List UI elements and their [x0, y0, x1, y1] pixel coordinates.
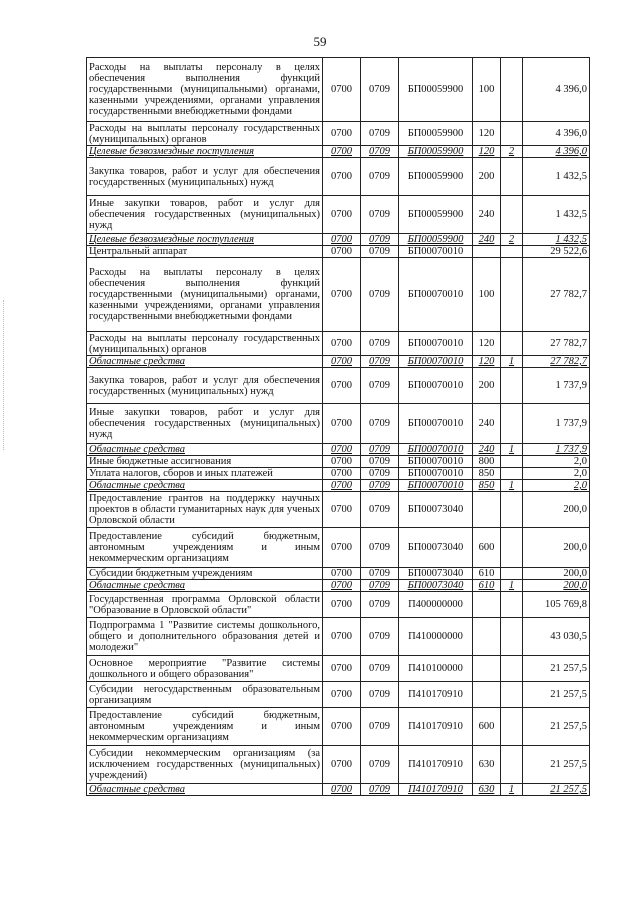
row-name: Предоставление субсидий бюджетным, автономным учреждениям и иным некоммерческим организациям — [87, 528, 323, 568]
row-name: Областные средства — [87, 444, 323, 456]
row-name: Целевые безвозмездные поступления — [87, 234, 323, 246]
row-expense-type: 610 — [473, 580, 501, 592]
row-subsection-code: 0709 — [361, 196, 399, 234]
row-funding-source — [501, 246, 523, 258]
row-expense-type — [473, 592, 501, 618]
row-funding-source — [501, 468, 523, 480]
table-row — [87, 456, 590, 468]
row-subsection-code: 0709 — [361, 468, 399, 480]
table-row — [87, 368, 590, 404]
row-funding-source — [501, 58, 523, 122]
row-amount: 21 257,5 — [523, 784, 590, 796]
row-name: Расходы на выплаты персоналу в целях обеспечения выполнения функций государственными (муниципальными) органами, казенными учреждениями, органами управления государственными внебюджетными фондами — [87, 58, 323, 122]
row-subsection-code: 0709 — [361, 492, 399, 528]
row-expense-type — [473, 656, 501, 682]
row-target-article: БП00059900 — [399, 58, 473, 122]
row-section-code: 0700 — [323, 258, 361, 332]
row-target-article: БП00073040 — [399, 568, 473, 580]
table-row — [87, 332, 590, 356]
row-section-code: 0700 — [323, 468, 361, 480]
row-target-article: П410170910 — [399, 682, 473, 708]
row-expense-type: 100 — [473, 58, 501, 122]
row-name: Расходы на выплаты персоналу государственных (муниципальных) органов — [87, 122, 323, 146]
row-name: Государственная программа Орловской области "Образование в Орловской области" — [87, 592, 323, 618]
row-funding-source: 1 — [501, 480, 523, 492]
row-section-code: 0700 — [323, 528, 361, 568]
row-section-code: 0700 — [323, 146, 361, 158]
row-name: Предоставление грантов на поддержку научных проектов в области гуманитарных наук для ученых Орловской области — [87, 492, 323, 528]
row-section-code: 0700 — [323, 492, 361, 528]
row-target-article: БП00059900 — [399, 196, 473, 234]
table-row — [87, 580, 590, 592]
row-amount: 21 257,5 — [523, 656, 590, 682]
row-name: Подпрограмма 1 "Развитие системы дошкольного, общего и дополнительного образования детей и молодежи" — [87, 618, 323, 656]
row-name: Областные средства — [87, 480, 323, 492]
row-funding-source: 1 — [501, 580, 523, 592]
row-section-code: 0700 — [323, 682, 361, 708]
row-subsection-code: 0709 — [361, 746, 399, 784]
row-expense-type: 120 — [473, 356, 501, 368]
row-subsection-code: 0709 — [361, 682, 399, 708]
table-row — [87, 568, 590, 580]
row-target-article: БП00073040 — [399, 492, 473, 528]
row-funding-source — [501, 492, 523, 528]
row-subsection-code: 0709 — [361, 784, 399, 796]
row-amount: 1 432,5 — [523, 234, 590, 246]
row-subsection-code: 0709 — [361, 258, 399, 332]
row-target-article: БП00070010 — [399, 258, 473, 332]
row-target-article: П410170910 — [399, 746, 473, 784]
row-name: Закупка товаров, работ и услуг для обеспечения государственных (муниципальных) нужд — [87, 158, 323, 196]
row-expense-type: 240 — [473, 404, 501, 444]
row-amount: 1 737,9 — [523, 368, 590, 404]
row-funding-source: 1 — [501, 356, 523, 368]
row-section-code: 0700 — [323, 234, 361, 246]
row-target-article: П410170910 — [399, 784, 473, 796]
table-row — [87, 592, 590, 618]
row-target-article: П410100000 — [399, 656, 473, 682]
table-row — [87, 656, 590, 682]
row-funding-source — [501, 656, 523, 682]
row-name: Расходы на выплаты персоналу государственных (муниципальных) органов — [87, 332, 323, 356]
row-target-article: БП00070010 — [399, 480, 473, 492]
row-funding-source: 1 — [501, 444, 523, 456]
row-expense-type: 850 — [473, 480, 501, 492]
row-expense-type: 600 — [473, 708, 501, 746]
row-subsection-code: 0709 — [361, 404, 399, 444]
row-amount: 21 257,5 — [523, 682, 590, 708]
row-name: Иные закупки товаров, работ и услуг для обеспечения государственных (муниципальных) нужд — [87, 404, 323, 444]
row-expense-type: 610 — [473, 568, 501, 580]
row-section-code: 0700 — [323, 122, 361, 146]
row-funding-source — [501, 528, 523, 568]
row-amount: 105 769,8 — [523, 592, 590, 618]
row-target-article: БП00059900 — [399, 146, 473, 158]
row-expense-type — [473, 618, 501, 656]
row-amount: 1 432,5 — [523, 158, 590, 196]
table-row — [87, 122, 590, 146]
row-expense-type: 120 — [473, 146, 501, 158]
row-funding-source — [501, 122, 523, 146]
table-row — [87, 58, 590, 122]
row-amount: 2,0 — [523, 456, 590, 468]
row-name: Иные закупки товаров, работ и услуг для обеспечения государственных (муниципальных) нужд — [87, 196, 323, 234]
row-name: Областные средства — [87, 784, 323, 796]
table-row — [87, 146, 590, 158]
row-funding-source — [501, 456, 523, 468]
row-funding-source — [501, 746, 523, 784]
table-row — [87, 246, 590, 258]
row-subsection-code: 0709 — [361, 146, 399, 158]
row-target-article: БП00070010 — [399, 368, 473, 404]
row-funding-source: 2 — [501, 146, 523, 158]
row-subsection-code: 0709 — [361, 592, 399, 618]
row-name: Предоставление субсидий бюджетным, автономным учреждениям и иным некоммерческим организациям — [87, 708, 323, 746]
row-funding-source: 2 — [501, 234, 523, 246]
row-amount: 1 432,5 — [523, 196, 590, 234]
row-amount: 1 737,9 — [523, 444, 590, 456]
table-row — [87, 492, 590, 528]
row-expense-type: 200 — [473, 158, 501, 196]
row-target-article: БП00070010 — [399, 332, 473, 356]
row-target-article: П410000000 — [399, 618, 473, 656]
row-section-code: 0700 — [323, 568, 361, 580]
row-name: Субсидии бюджетным учреждениям — [87, 568, 323, 580]
row-funding-source — [501, 332, 523, 356]
row-funding-source — [501, 682, 523, 708]
table-row — [87, 356, 590, 368]
table-row — [87, 404, 590, 444]
row-funding-source — [501, 708, 523, 746]
scan-edge-mark — [3, 300, 5, 450]
row-amount: 200,0 — [523, 492, 590, 528]
table-row — [87, 258, 590, 332]
table-row — [87, 468, 590, 480]
row-amount: 200,0 — [523, 580, 590, 592]
row-section-code: 0700 — [323, 618, 361, 656]
row-expense-type — [473, 246, 501, 258]
row-subsection-code: 0709 — [361, 368, 399, 404]
row-target-article: БП00059900 — [399, 122, 473, 146]
row-expense-type: 100 — [473, 258, 501, 332]
row-section-code: 0700 — [323, 746, 361, 784]
row-section-code: 0700 — [323, 246, 361, 258]
budget-table-body — [87, 58, 590, 796]
row-expense-type: 200 — [473, 368, 501, 404]
row-name: Закупка товаров, работ и услуг для обеспечения государственных (муниципальных) нужд — [87, 368, 323, 404]
table-row — [87, 528, 590, 568]
row-target-article: БП00070010 — [399, 468, 473, 480]
row-funding-source — [501, 196, 523, 234]
row-amount: 29 522,6 — [523, 246, 590, 258]
row-target-article: БП00073040 — [399, 528, 473, 568]
table-row — [87, 708, 590, 746]
row-name: Областные средства — [87, 356, 323, 368]
row-section-code: 0700 — [323, 580, 361, 592]
row-name: Уплата налогов, сборов и иных платежей — [87, 468, 323, 480]
row-name: Субсидии негосударственным образовательным организациям — [87, 682, 323, 708]
row-target-article: БП00073040 — [399, 580, 473, 592]
row-funding-source: 1 — [501, 784, 523, 796]
table-row — [87, 158, 590, 196]
row-amount: 2,0 — [523, 480, 590, 492]
row-section-code: 0700 — [323, 58, 361, 122]
row-target-article: БП00070010 — [399, 456, 473, 468]
row-section-code: 0700 — [323, 368, 361, 404]
row-section-code: 0700 — [323, 444, 361, 456]
table-row — [87, 682, 590, 708]
row-name: Основное мероприятие "Развитие системы дошкольного и общего образования" — [87, 656, 323, 682]
row-amount: 43 030,5 — [523, 618, 590, 656]
table-row — [87, 746, 590, 784]
row-amount: 4 396,0 — [523, 146, 590, 158]
row-section-code: 0700 — [323, 196, 361, 234]
row-expense-type: 240 — [473, 444, 501, 456]
row-amount: 4 396,0 — [523, 58, 590, 122]
row-section-code: 0700 — [323, 404, 361, 444]
row-target-article: П410170910 — [399, 708, 473, 746]
row-funding-source — [501, 258, 523, 332]
table-row — [87, 234, 590, 246]
row-subsection-code: 0709 — [361, 568, 399, 580]
row-subsection-code: 0709 — [361, 356, 399, 368]
row-expense-type: 240 — [473, 234, 501, 246]
row-subsection-code: 0709 — [361, 444, 399, 456]
row-amount: 2,0 — [523, 468, 590, 480]
row-subsection-code: 0709 — [361, 580, 399, 592]
row-name: Областные средства — [87, 580, 323, 592]
row-subsection-code: 0709 — [361, 158, 399, 196]
row-expense-type: 600 — [473, 528, 501, 568]
row-subsection-code: 0709 — [361, 618, 399, 656]
table-row — [87, 444, 590, 456]
row-subsection-code: 0709 — [361, 246, 399, 258]
row-subsection-code: 0709 — [361, 456, 399, 468]
row-subsection-code: 0709 — [361, 528, 399, 568]
row-name: Центральный аппарат — [87, 246, 323, 258]
row-target-article: БП00070010 — [399, 356, 473, 368]
row-subsection-code: 0709 — [361, 708, 399, 746]
row-amount: 4 396,0 — [523, 122, 590, 146]
row-amount: 1 737,9 — [523, 404, 590, 444]
row-target-article: БП00059900 — [399, 158, 473, 196]
row-expense-type: 630 — [473, 746, 501, 784]
row-section-code: 0700 — [323, 480, 361, 492]
row-section-code: 0700 — [323, 356, 361, 368]
row-target-article: БП00070010 — [399, 444, 473, 456]
row-subsection-code: 0709 — [361, 234, 399, 246]
row-funding-source — [501, 592, 523, 618]
row-expense-type — [473, 492, 501, 528]
row-section-code: 0700 — [323, 592, 361, 618]
row-target-article: П400000000 — [399, 592, 473, 618]
row-subsection-code: 0709 — [361, 480, 399, 492]
page-number: 59 — [313, 34, 327, 49]
row-subsection-code: 0709 — [361, 656, 399, 682]
row-funding-source — [501, 568, 523, 580]
row-expense-type — [473, 682, 501, 708]
budget-table — [86, 57, 590, 796]
table-row — [87, 196, 590, 234]
table-row — [87, 784, 590, 796]
row-expense-type: 850 — [473, 468, 501, 480]
row-name: Субсидии некоммерческим организациям (за исключением государственных (муниципальных) учреждений) — [87, 746, 323, 784]
row-amount: 27 782,7 — [523, 258, 590, 332]
row-name: Целевые безвозмездные поступления — [87, 146, 323, 158]
row-subsection-code: 0709 — [361, 122, 399, 146]
table-row — [87, 618, 590, 656]
row-amount: 21 257,5 — [523, 708, 590, 746]
row-funding-source — [501, 368, 523, 404]
row-expense-type: 800 — [473, 456, 501, 468]
row-section-code: 0700 — [323, 656, 361, 682]
row-section-code: 0700 — [323, 456, 361, 468]
row-amount: 27 782,7 — [523, 356, 590, 368]
row-target-article: БП00070010 — [399, 246, 473, 258]
row-subsection-code: 0709 — [361, 58, 399, 122]
row-section-code: 0700 — [323, 158, 361, 196]
row-expense-type: 120 — [473, 122, 501, 146]
row-section-code: 0700 — [323, 332, 361, 356]
row-target-article: БП00070010 — [399, 404, 473, 444]
row-amount: 200,0 — [523, 568, 590, 580]
row-target-article: БП00059900 — [399, 234, 473, 246]
row-amount: 27 782,7 — [523, 332, 590, 356]
row-funding-source — [501, 618, 523, 656]
row-expense-type: 240 — [473, 196, 501, 234]
row-amount: 21 257,5 — [523, 746, 590, 784]
row-funding-source — [501, 404, 523, 444]
row-subsection-code: 0709 — [361, 332, 399, 356]
row-expense-type: 120 — [473, 332, 501, 356]
row-name: Иные бюджетные ассигнования — [87, 456, 323, 468]
row-section-code: 0700 — [323, 784, 361, 796]
row-section-code: 0700 — [323, 708, 361, 746]
row-name: Расходы на выплаты персоналу в целях обеспечения выполнения функций государственными (муниципальными) органами, казенными учреждениями, органами управления государственными внебюджетными фондами — [87, 258, 323, 332]
row-funding-source — [501, 158, 523, 196]
table-row — [87, 480, 590, 492]
row-expense-type: 630 — [473, 784, 501, 796]
row-amount: 200,0 — [523, 528, 590, 568]
